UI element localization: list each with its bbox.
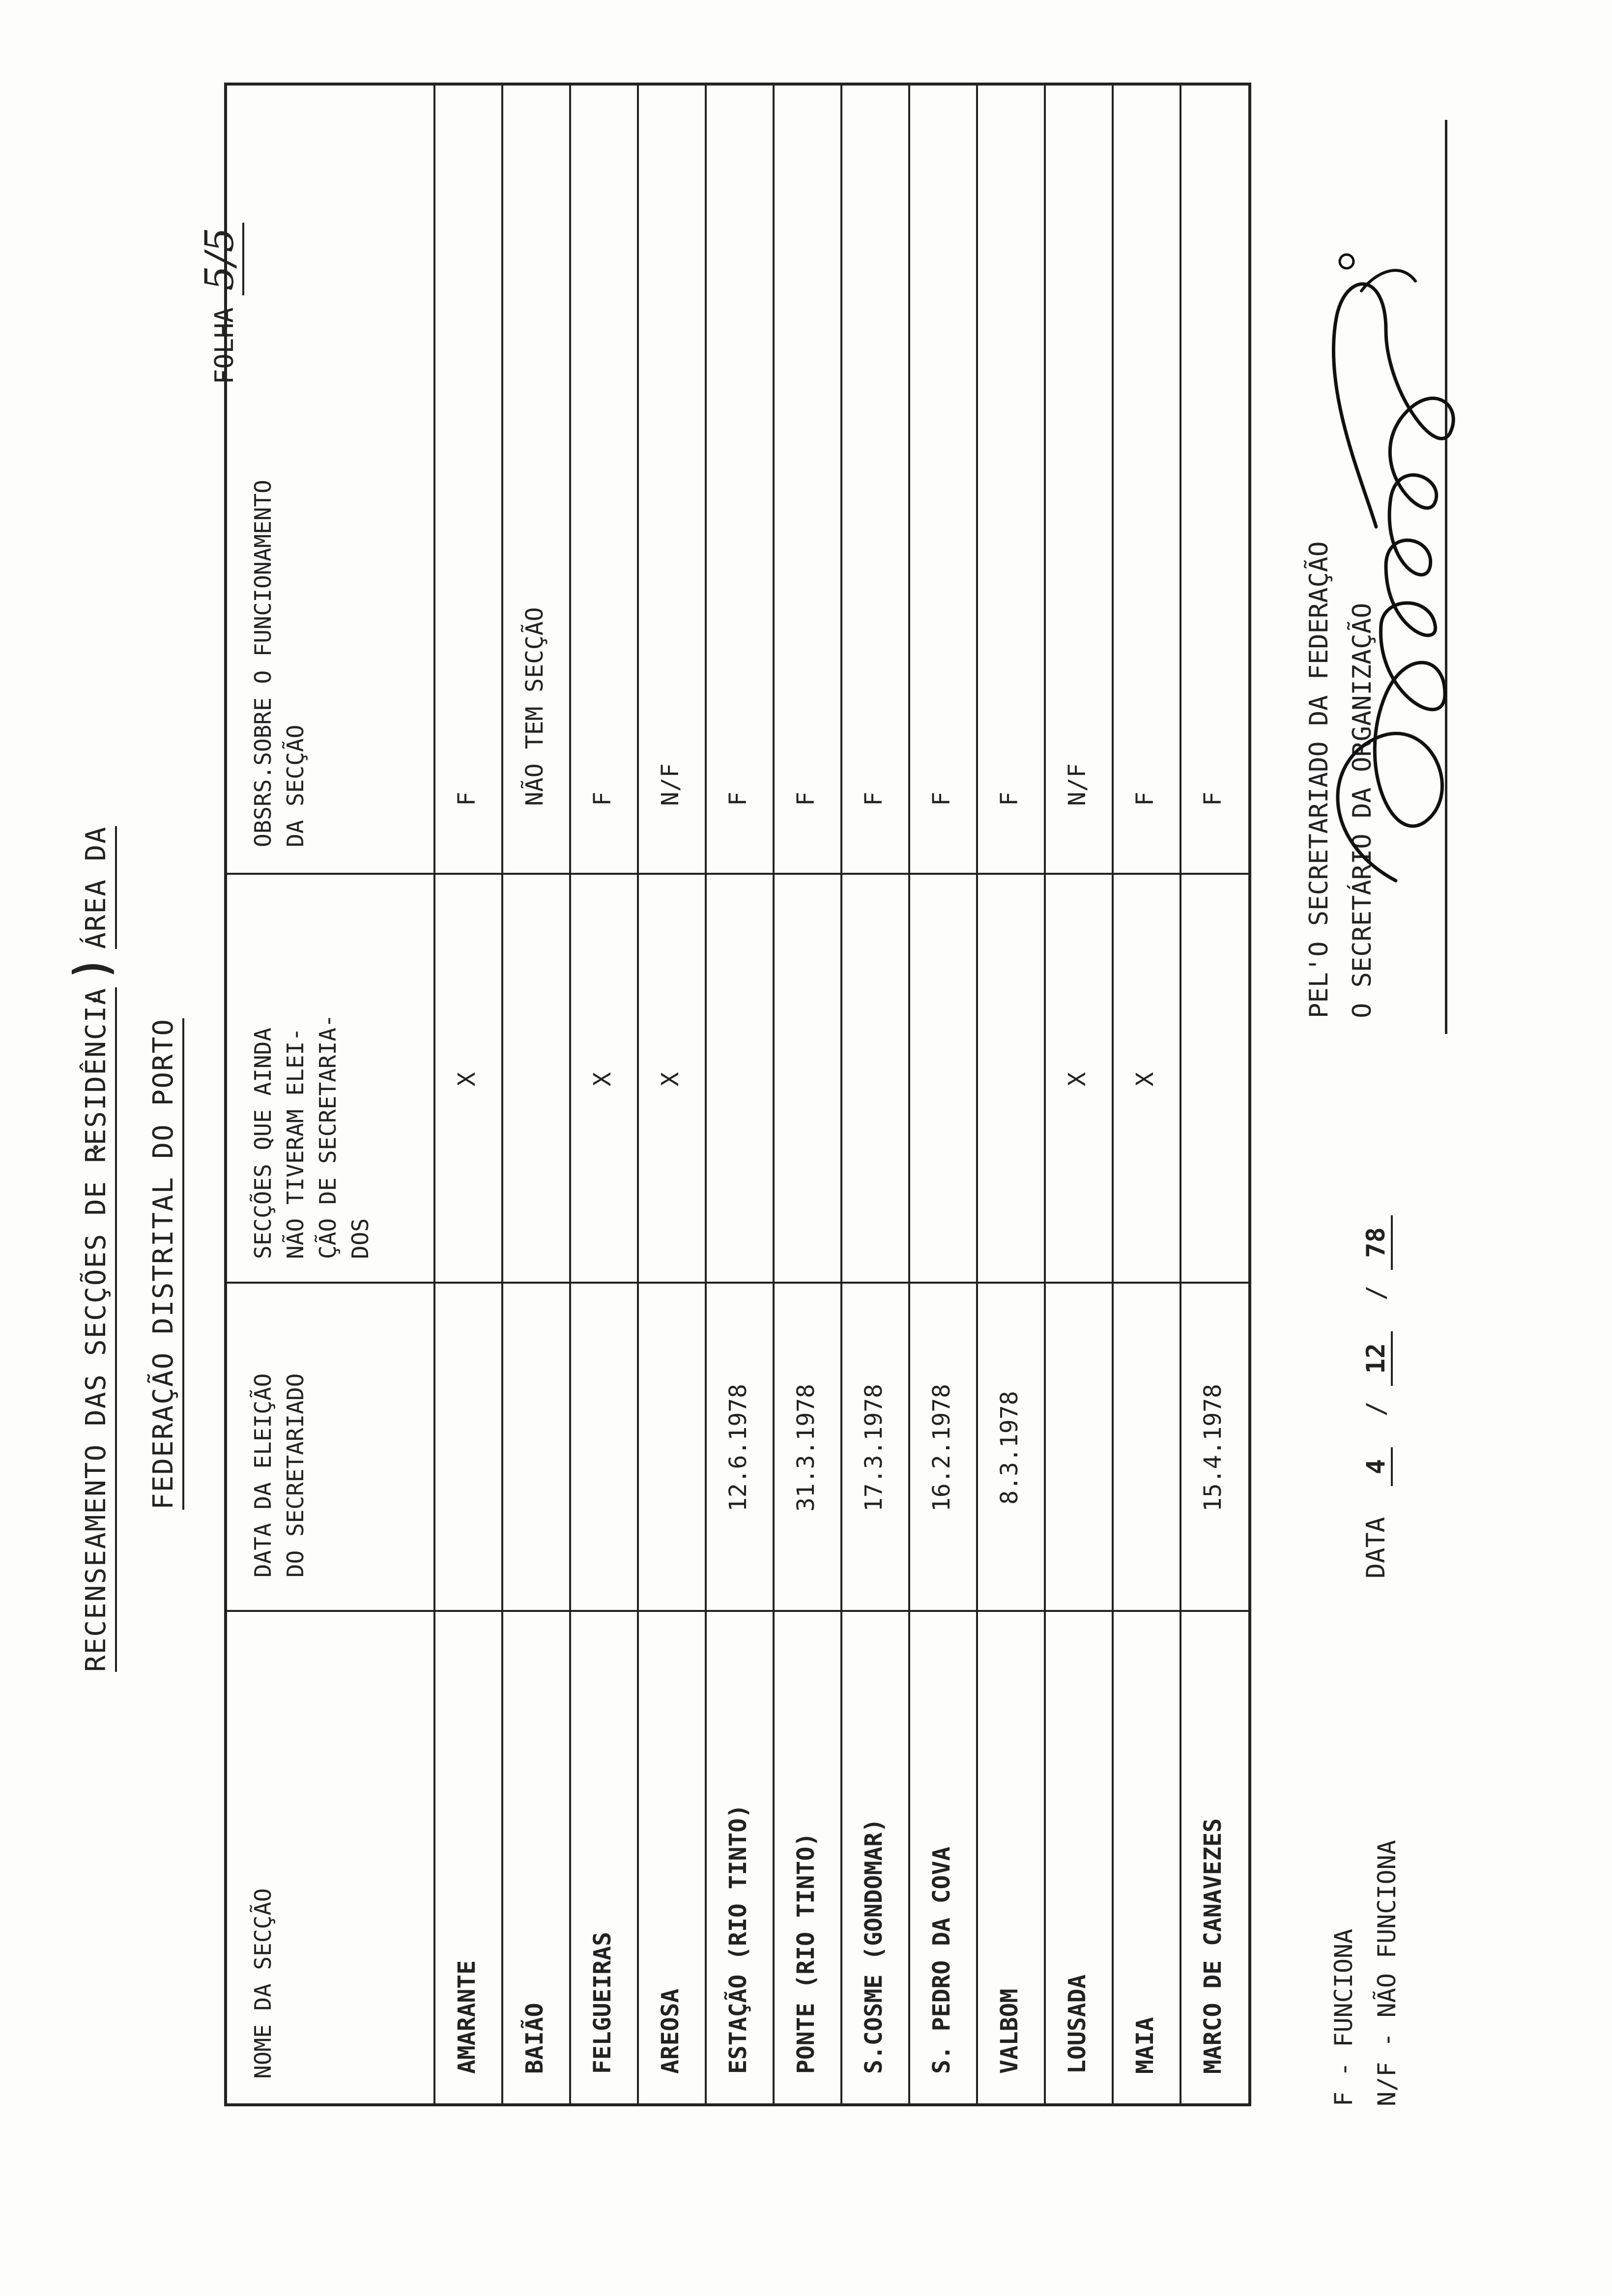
sheet-value: 5/5	[197, 223, 244, 296]
cell-no-election: X	[453, 1072, 481, 1087]
cell-name: MAIA	[1131, 2017, 1159, 2074]
cell-name: VALBOM	[996, 1988, 1023, 2074]
legend	[1322, 1840, 1409, 2106]
date-month: 12	[1361, 1331, 1393, 1386]
page-subtitle	[147, 1018, 179, 1510]
subtitle-text: FEDERAÇÃO DISTRITAL DO PORTO	[147, 1018, 184, 1510]
column-header-no-election: SECÇÕES QUE AINDA NÃO TIVERAM ELEI- ÇÃO DE SECRETARIA- DOS	[250, 1014, 374, 1259]
cell-obs: F	[792, 792, 820, 806]
cell-obs: F	[996, 792, 1023, 806]
cell-name: LOUSADA	[1064, 1974, 1091, 2074]
cell-no-election: X	[589, 1072, 616, 1087]
closing-parenthesis: )	[64, 955, 119, 981]
cell-name: ESTAÇÃO (RIO TINTO)	[724, 1804, 752, 2074]
page-title	[64, 826, 119, 1672]
legend-not-functions: N/F - NÃO FUNCIONA	[1373, 1840, 1401, 2106]
table-row-divider	[433, 86, 435, 2103]
table-row-divider	[840, 86, 842, 2103]
table-row-divider	[705, 86, 707, 2103]
sections-table	[224, 83, 1251, 2106]
cell-obs: F	[928, 792, 955, 806]
table-row-divider	[773, 86, 775, 2103]
cell-name: BAIÃO	[521, 2003, 548, 2074]
table-row-divider	[637, 86, 639, 2103]
table-row-divider	[1112, 86, 1114, 2103]
cell-name: S. PEDRO DA COVA	[928, 1846, 955, 2074]
title-text: RECENSEAMENTO DAS SECÇÕES DE RESIDÊNCIA	[80, 987, 117, 1672]
sheet-label: FOLHA	[210, 307, 239, 384]
cell-obs: F	[1131, 792, 1159, 806]
cell-name: PONTE (RIO TINTO)	[792, 1832, 820, 2074]
date-day: 4	[1361, 1447, 1393, 1486]
cell-date: 15.4.1978	[1199, 1383, 1227, 1512]
cell-name: FELGUEIRAS	[589, 1932, 616, 2074]
cell-name: AREOSA	[657, 1988, 684, 2074]
signature-line-1: PEL'O SECRETARIADO DA FEDERAÇÃO	[1304, 541, 1334, 1018]
table-row-divider	[976, 86, 978, 2103]
date-field: DATA 4 / 12 / 78	[1361, 1215, 1393, 1578]
column-header-observations: OBSRS.SOBRE O FUNCIONAMENTO DA SECÇÃO	[250, 480, 309, 847]
cell-obs: N/F	[657, 763, 684, 806]
handwritten-signature	[1302, 134, 1479, 969]
cell-no-election: X	[657, 1072, 684, 1087]
table-row-divider	[569, 86, 571, 2103]
signature-line-2: O SECRETÁRIO DA ORGANIZAÇÃO	[1348, 603, 1377, 1018]
date-label: DATA	[1361, 1517, 1391, 1578]
cell-name: S.COSME (GONDOMAR)	[860, 1818, 888, 2074]
cell-date: 31.3.1978	[792, 1383, 820, 1512]
cell-obs: F	[453, 792, 481, 806]
cell-no-election: X	[1064, 1072, 1091, 1087]
cell-obs: NÃO TEM SECÇÃO	[521, 607, 548, 806]
cell-obs: F	[589, 792, 616, 806]
cell-obs: F	[724, 792, 752, 806]
cell-no-election: X	[1131, 1072, 1159, 1087]
table-row-divider	[908, 86, 910, 2103]
date-year: 78	[1361, 1215, 1393, 1270]
cell-name: AMARANTE	[453, 1960, 481, 2074]
table-row-divider	[1044, 86, 1046, 2103]
cell-obs: N/F	[1064, 763, 1091, 806]
table-row-divider	[501, 86, 503, 2103]
column-header-name: NOME DA SECÇÃO	[250, 1888, 276, 2079]
cell-date: 17.3.1978	[860, 1383, 888, 1512]
cell-date: 8.3.1978	[996, 1391, 1023, 1505]
cell-date: 12.6.1978	[724, 1383, 752, 1512]
cell-obs: F	[860, 792, 888, 806]
cell-obs: F	[1199, 792, 1227, 806]
column-header-date: DATA DA ELEIÇÃO DO SECRETARIADO	[250, 1373, 309, 1578]
table-column-divider	[227, 873, 1248, 875]
table-row-divider	[1180, 86, 1181, 2103]
title-area-text: ÁREA DA	[80, 826, 117, 949]
cell-date: 16.2.1978	[928, 1383, 955, 1512]
legend-functions: F - FUNCIONA	[1329, 1928, 1358, 2106]
cell-name: MARCO DE CANAVEZES	[1199, 1818, 1227, 2074]
